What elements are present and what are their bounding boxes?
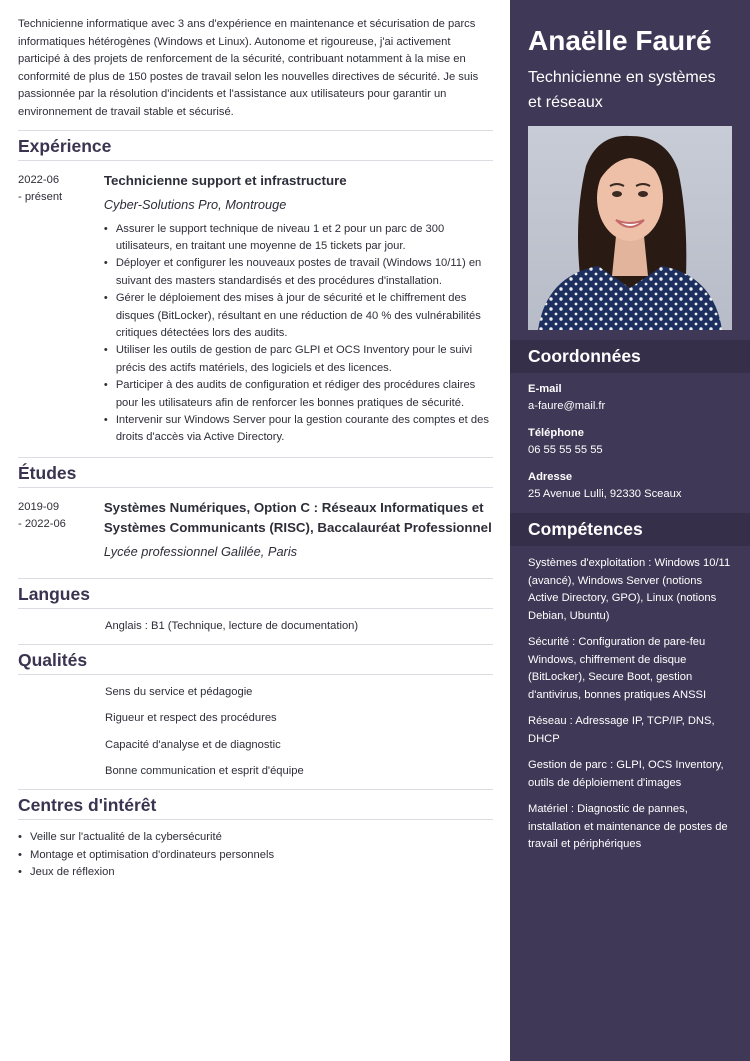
experience-role: Technicienne support et infrastructure (103, 172, 347, 188)
experience-task: • Intervenir sur Windows Server pour la gestion courante des comptes et des droits d'accès via Active Directory. (104, 412, 493, 447)
phone-value[interactable]: 06 55 55 55 55 (528, 444, 603, 456)
address-label: Adresse (528, 471, 573, 483)
experience-task: • Gérer le déploiement des mises à jour de sécurité et le chiffrement des disques (BitLocker), résultant en une réduction de 40 % des vulnérabilités critiques détectées lors des audits. (104, 290, 493, 342)
skills-list (510, 546, 750, 854)
experience-heading: Expérience (18, 130, 493, 161)
skill-item: Sécurité : Configuration de pare-feu Windows, chiffrement de disque (BitLocker), Secure Boot, gestion d'antivirus, bonnes pratiques ANSSI (528, 636, 707, 701)
experience-tasks (104, 221, 493, 447)
quality-item: Rigueur et respect des procédures (105, 712, 277, 725)
candidate-name: Anaëlle Fauré (528, 25, 712, 56)
experience-date-start: 2022-06 (18, 173, 60, 186)
profile-summary: Technicienne informatique avec 3 ans d'expérience en maintenance et sécurisation de parcs informatiques hétérogènes (Windows et Linux). Autonome et rigoureuse, j'ai activement participé à des projets de renforcement de la sécurité, contribuant notamment à la mise en conformité de plus de 150 postes de travail selon les nouvelles directives de sécurité. Je suis passionnée par la résolution d'incidents et l'assistance aux utilisateurs pour garantir un environnement de travail stable et sécurisé. (18, 18, 479, 118)
education-degree: Systèmes Numériques, Option C : Réseaux Informatiques et Systèmes Communicants (RISC), Baccalauréat Professionnel (103, 499, 492, 535)
profile-photo (528, 126, 732, 330)
qualities-heading: Qualités (18, 644, 493, 675)
experience-task: • Déployer et configurer les nouveaux postes de travail (Windows 10/11) en suivant des masters standardisés et des procédures d'installation. (104, 255, 493, 290)
interests-list (18, 829, 493, 881)
email-label: E-mail (528, 383, 562, 395)
interests-heading: Centres d'intérêt (18, 789, 493, 820)
quality-item: Bonne communication et esprit d'équipe (105, 765, 304, 778)
skills-heading: Compétences (510, 513, 750, 546)
experience-dates (18, 171, 104, 447)
email-value[interactable]: a-faure@mail.fr (528, 400, 606, 412)
interest-item: • Montage et optimisation d'ordinateurs personnels (18, 847, 493, 864)
education-school: Lycée professionnel Galilée, Paris (103, 543, 298, 559)
education-heading: Études (18, 457, 493, 488)
experience-task: • Assurer le support technique de niveau 1 et 2 pour un parc de 300 utilisateurs, en traitant une moyenne de 15 tickets par jour. (104, 221, 493, 256)
languages-heading: Langues (18, 578, 493, 609)
contact-heading: Coordonnées (510, 340, 750, 373)
portrait-illustration (528, 126, 732, 330)
skill-item: Réseau : Adressage IP, TCP/IP, DNS, DHCP (528, 715, 715, 745)
skill-item: Matériel : Diagnostic de pannes, installation et maintenance de postes de travail et périphériques (528, 803, 728, 850)
education-entry (18, 498, 493, 562)
skill-item: Gestion de parc : GLPI, OCS Inventory, outils de déploiement d'images (528, 759, 724, 789)
language-item: Anglais : B1 (Technique, lecture de documentation) (105, 619, 359, 632)
quality-item: Sens du service et pédagogie (105, 685, 253, 698)
experience-task: • Utiliser les outils de gestion de parc GLPI et OCS Inventory pour le suivi précis des actifs matériels, des logiciels et des licences. (104, 342, 493, 377)
experience-entry (18, 171, 493, 447)
experience-date-end: - présent (18, 190, 63, 203)
experience-organization: Cyber-Solutions Pro, Montrouge (103, 196, 287, 212)
quality-item: Capacité d'analyse et de diagnostic (105, 738, 281, 751)
interest-item: • Veille sur l'actualité de la cybersécurité (18, 829, 493, 846)
contact-details (510, 373, 750, 503)
education-dates (18, 498, 104, 562)
education-date-start: 2019-09 (18, 500, 60, 513)
interest-item: • Jeux de réflexion (18, 864, 493, 881)
address-value: 25 Avenue Lulli, 92330 Sceaux (528, 488, 682, 500)
experience-task: • Participer à des audits de configuration et rédiger des procédures claires pour les utilisateurs afin de renforcer les bonnes pratiques de sécurité. (104, 377, 493, 412)
sidebar (510, 0, 750, 1061)
phone-label: Téléphone (528, 427, 584, 439)
education-date-end: - 2022-06 (18, 517, 66, 530)
candidate-job-title: Technicienne en systèmes et réseaux (528, 69, 716, 111)
skill-item: Systèmes d'exploitation : Windows 10/11 (avancé), Windows Server (notions Active Directory, GPO), Linux (notions Debian, Ubuntu) (528, 557, 731, 622)
